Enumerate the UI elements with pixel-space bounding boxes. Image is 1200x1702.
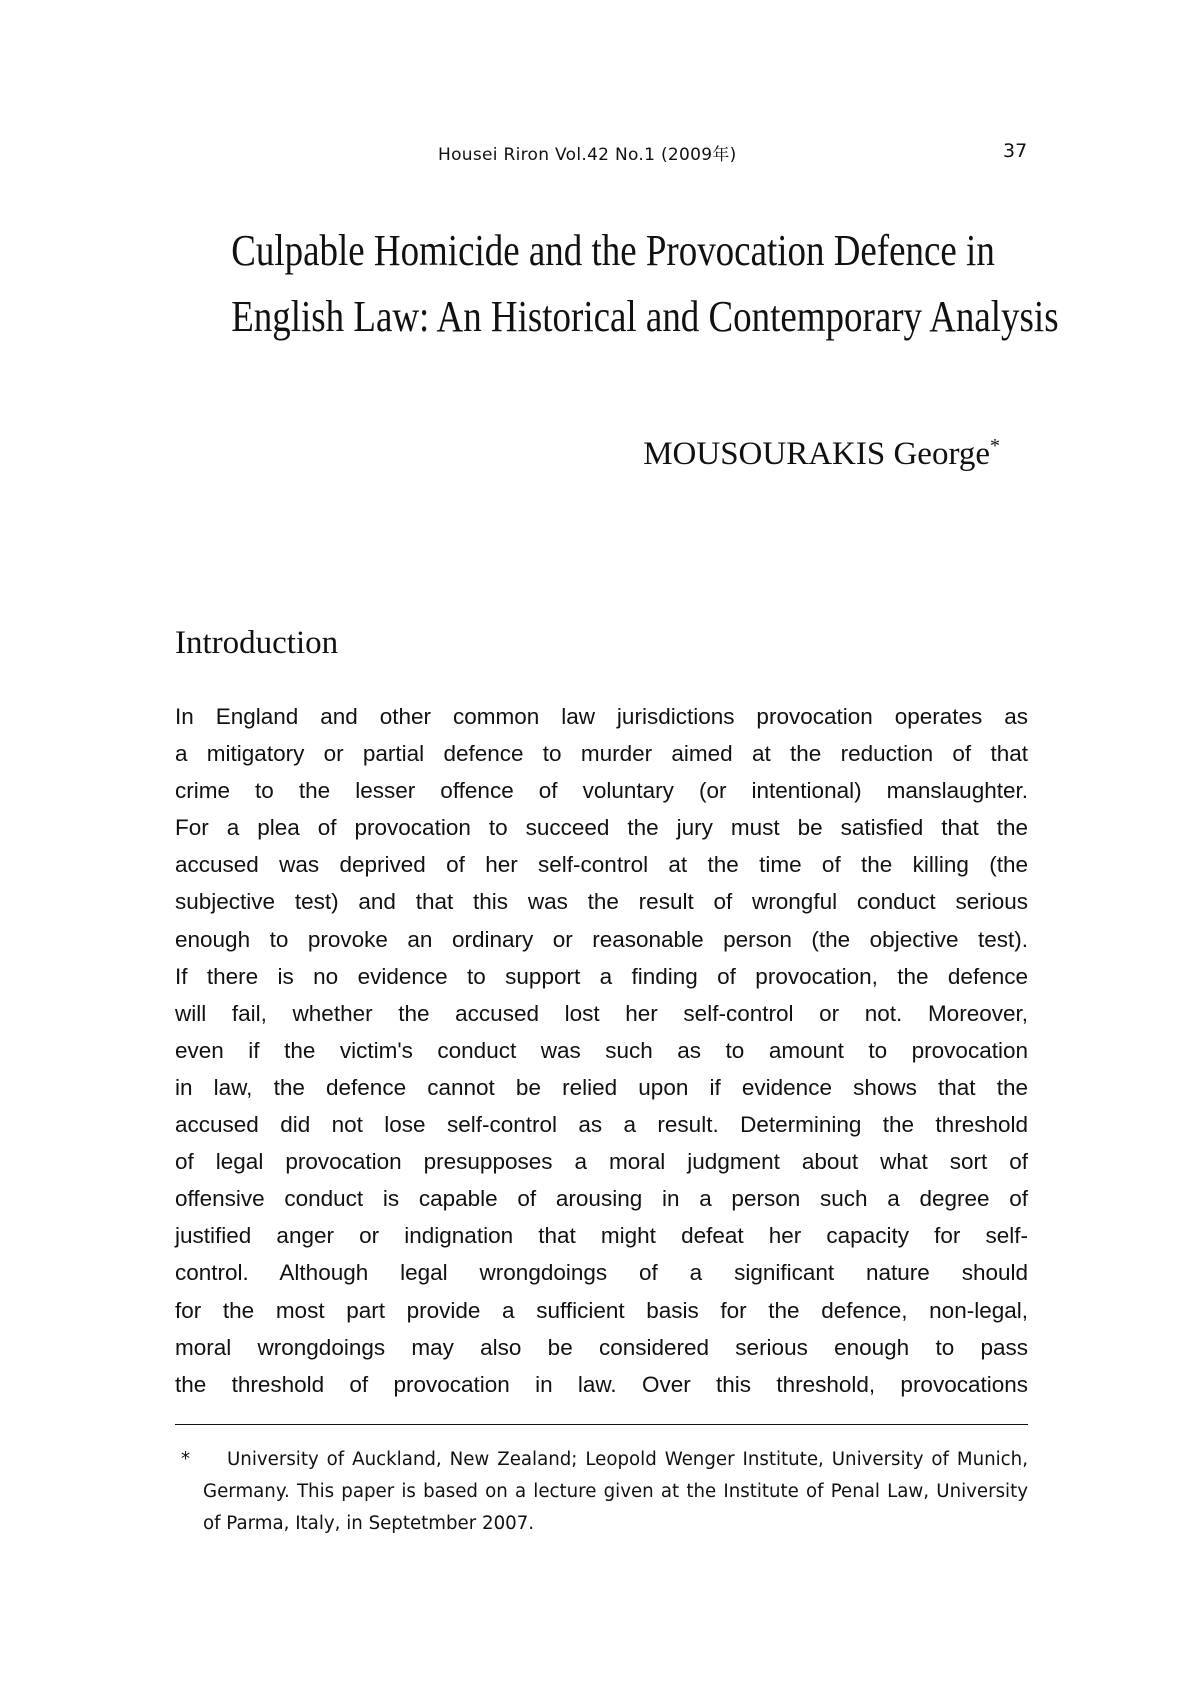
footnote-marker: * [181, 1449, 191, 1470]
body-line: offensive conduct is capable of arousing in a person such a degree of [175, 1186, 1028, 1212]
body-line: accused did not lose self-control as a result. Determining the threshold [175, 1112, 1028, 1138]
body-line: even if the victim's conduct was such as to amount to provocation [175, 1037, 1028, 1063]
author-footnote-marker: * [990, 435, 1000, 457]
paper-title-line-1: Culpable Homicide and the Provocation Defence in [231, 226, 995, 275]
body-line: the threshold of provocation in law. Over this threshold, provocations [175, 1371, 1028, 1397]
body-line: of legal provocation presupposes a moral judgment about what sort of [175, 1149, 1028, 1175]
body-line: In England and other common law jurisdictions provocation operates as [175, 704, 1028, 729]
paper-title [231, 218, 1059, 350]
footnote-text: University of Auckland, New Zealand; Leopold Wenger Institute, University of Munich, Germany. This paper is based on a lecture given at the Institute of Penal Law, University of Parma, Italy, in Septetmber 2007. [203, 1449, 1028, 1534]
running-head: Housei Riron Vol.42 No.1 (2009年) [438, 145, 737, 165]
body-line: will fail, whether the accused lost her self-control or not. Moreover, [175, 1000, 1028, 1026]
body-paragraph [175, 698, 1028, 1403]
body-line: control. Although legal wrongdoings of a significant nature should [175, 1260, 1028, 1286]
body-line: For a plea of provocation to succeed the jury must be satisfied that the [175, 815, 1028, 841]
footnote [181, 1444, 1028, 1540]
body-line: crime to the lesser offence of voluntary (or intentional) manslaughter. [175, 778, 1028, 804]
body-line: enough to provoke an ordinary or reasonable person (the objective test). [175, 926, 1028, 952]
body-line: accused was deprived of her self-control at the time of the killing (the [175, 852, 1028, 878]
page-number: 37 [1003, 140, 1028, 162]
body-line: for the most part provide a sufficient basis for the defence, non-legal, [175, 1297, 1028, 1323]
body-line: If there is no evidence to support a finding of provocation, the defence [175, 963, 1028, 989]
footnote-divider [175, 1424, 1028, 1425]
section-heading-introduction: Introduction [175, 625, 339, 661]
body-line: a mitigatory or partial defence to murder aimed at the reduction of that [175, 741, 1028, 767]
body-line: subjective test) and that this was the result of wrongful conduct serious [175, 889, 1028, 915]
body-line: in law, the defence cannot be relied upon if evidence shows that the [175, 1074, 1028, 1100]
paper-title-line-2: English Law: An Historical and Contemporary Analysis [231, 292, 1059, 341]
author-name: MOUSOURAKIS George [643, 436, 990, 472]
author-byline [643, 435, 1000, 473]
body-line: moral wrongdoings may also be considered serious enough to pass [175, 1334, 1028, 1360]
body-line: justified anger or indignation that might defeat her capacity for self- [175, 1223, 1028, 1249]
